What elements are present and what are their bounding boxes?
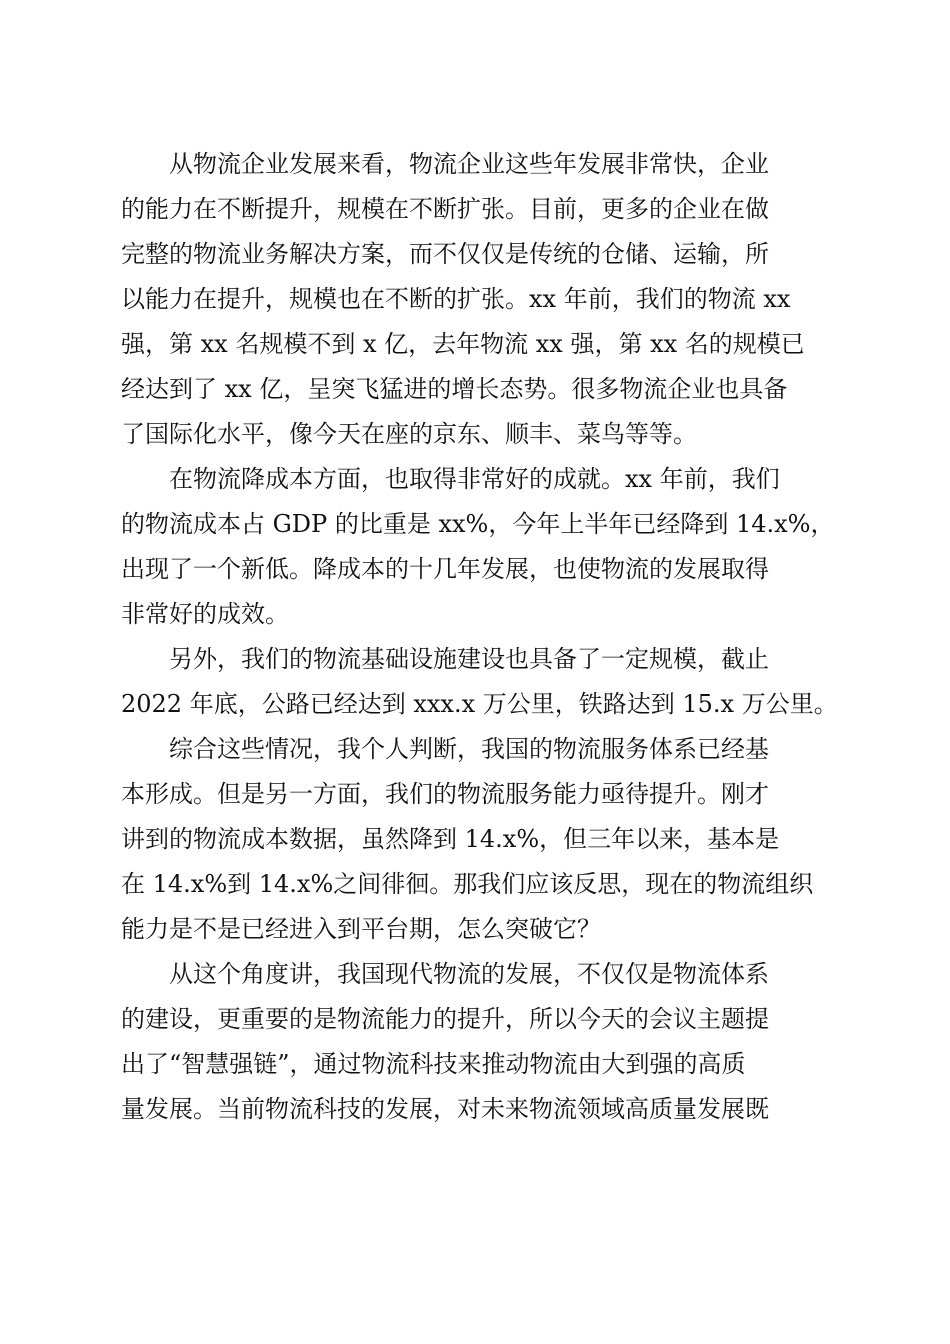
paragraph-smart-logistics — [121, 952, 836, 1132]
text-line: 的能力在不断提升，规模在不断扩张。目前，更多的企业在做 — [121, 195, 769, 223]
text-line: 在物流降成本方面，也取得非常好的成就。xx 年前，我们 — [169, 465, 780, 493]
text-line: 另外，我们的物流基础设施建设也具备了一定规模，截止 — [169, 645, 769, 673]
text-line: 完整的物流业务解决方案，而不仅仅是传统的仓储、运输，所 — [121, 240, 769, 268]
paragraph-infrastructure — [121, 637, 836, 727]
text-line: 在 14.x%到 14.x%之间徘徊。那我们应该反思，现在的物流组织 — [121, 870, 814, 898]
text-line: 本形成。但是另一方面，我们的物流服务能力亟待提升。刚才 — [121, 780, 769, 808]
text-line: 综合这些情况，我个人判断，我国的物流服务体系已经基 — [169, 735, 769, 763]
text-line: 从这个角度讲，我国现代物流的发展，不仅仅是物流体系 — [169, 960, 769, 988]
text-line: 出了“智慧强链”，通过物流科技来推动物流由大到强的高质 — [121, 1050, 746, 1078]
text-line: 的物流成本占 GDP 的比重是 xx%，今年上半年已经降到 14.x%， — [121, 510, 835, 538]
paragraph-logistics-enterprises — [121, 142, 836, 457]
text-line: 强，第 xx 名规模不到 x 亿，去年物流 xx 强，第 xx 名的规模已 — [121, 330, 805, 358]
text-line: 出现了一个新低。降成本的十几年发展，也使物流的发展取得 — [121, 555, 769, 583]
text-line: 能力是不是已经进入到平台期，怎么突破它？ — [121, 915, 601, 943]
text-line: 了国际化水平，像今天在座的京东、顺丰、菜鸟等等。 — [121, 420, 697, 448]
text-line: 讲到的物流成本数据，虽然降到 14.x%，但三年以来，基本是 — [121, 825, 780, 853]
text-line: 的建设，更重要的是物流能力的提升，所以今天的会议主题提 — [121, 1005, 769, 1033]
text-line: 从物流企业发展来看，物流企业这些年发展非常快，企业 — [169, 150, 769, 178]
text-line: 非常好的成效。 — [121, 600, 289, 628]
paragraph-service-capacity — [121, 727, 836, 952]
text-line: 量发展。当前物流科技的发展，对未来物流领域高质量发展既 — [121, 1095, 769, 1123]
text-line: 以能力在提升，规模也在不断的扩张。xx 年前，我们的物流 xx — [121, 285, 791, 313]
document-body — [121, 142, 836, 1132]
text-line: 经达到了 xx 亿，呈突飞猛进的增长态势。很多物流企业也具备 — [121, 375, 788, 403]
paragraph-cost-reduction — [121, 457, 836, 637]
text-line: 2022 年底，公路已经达到 xxx.x 万公里，铁路达到 15.x 万公里。 — [121, 690, 838, 718]
